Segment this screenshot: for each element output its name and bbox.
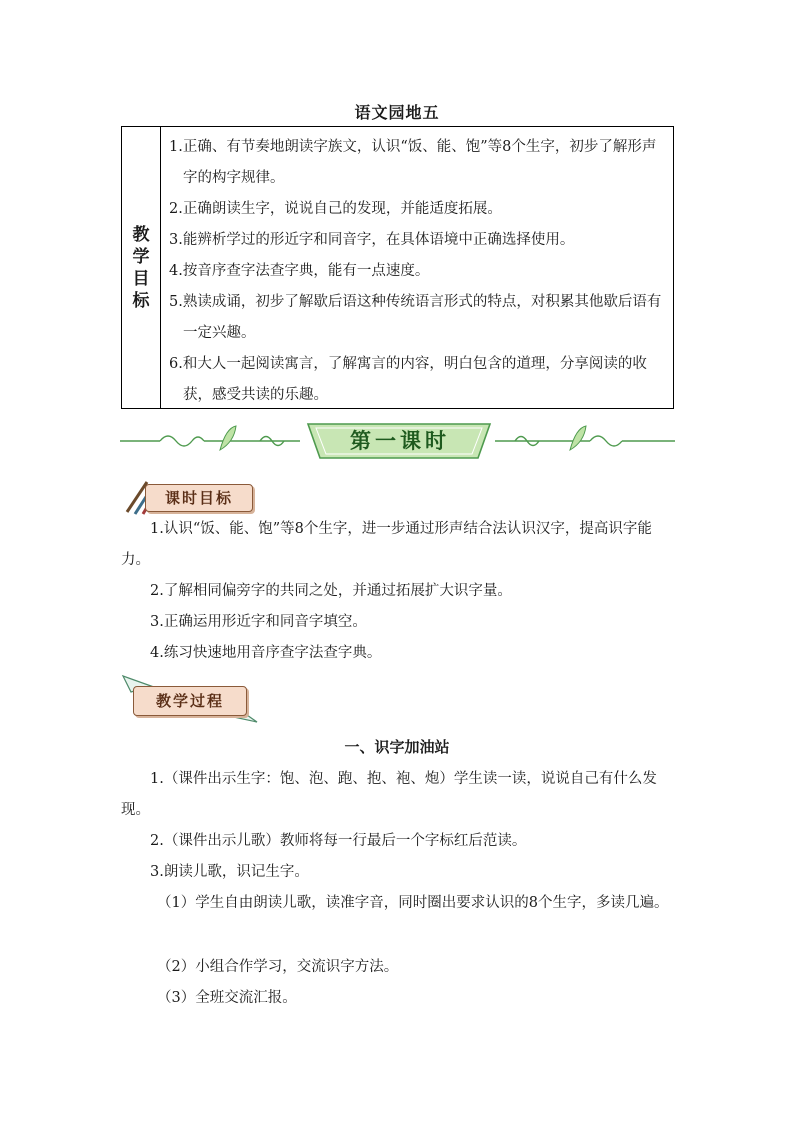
objectives-header-char: 标 (132, 290, 150, 311)
objectives-header-char: 教 (132, 224, 150, 245)
left-vine-ornament (120, 436, 300, 446)
lesson-goals-label: 课时目标 (145, 484, 253, 512)
process-item: 2.（课件出示儿歌）教师将每一行最后一个字标红后范读。 (150, 833, 527, 849)
lesson-goals-badge (121, 478, 261, 516)
teaching-objectives-table (121, 126, 674, 409)
lesson-goal-item: 1.认识“饭、能、饱”等8个生字，进一步通过形声结合法认识汉字，提高识字能力。 (121, 521, 652, 568)
objective-item: 3.能辨析学过的形近字和同音字，在具体语境中正确选择使用。 (169, 232, 575, 248)
lesson-goal-item: 3.正确运用形近字和同音字填空。 (150, 614, 367, 630)
teaching-process-label: 教学过程 (133, 686, 247, 716)
lesson-goal-item: 2.了解相同偏旁字的共同之处，并通过拓展扩大识字量。 (150, 583, 512, 599)
objective-item: 1.正确、有节奏地朗读字族文，认识“饭、能、饱”等8个生字，初步了解形声字的构字规律。 (169, 139, 657, 186)
objective-item: 6.和大人一起阅读寓言，了解寓言的内容，明白包含的道理，分享阅读的收获，感受共读的乐趣。 (169, 356, 647, 403)
process-item: 1.（课件出示生字：饱、泡、跑、抱、袍、炮）学生读一读，说说自己有什么发现。 (121, 771, 657, 818)
process-sub-item: （1）学生自由朗读儿歌，读准字音，同时圈出要求认识的8个生字，多读几遍。 (157, 895, 669, 911)
process-item: 3.朗读儿歌，识记生字。 (150, 864, 309, 880)
teaching-process-badge (121, 672, 261, 724)
lesson-period-title: 第一课时 (350, 428, 450, 453)
objective-item: 5.熟读成诵，初步了解歇后语这种传统语言形式的特点，对积累其他歇后语有一定兴趣。 (169, 294, 662, 341)
document-title: 语文园地五 (354, 103, 440, 122)
objectives-list (161, 127, 673, 408)
objectives-header-char: 目 (132, 268, 150, 289)
leaf-icon (220, 426, 236, 450)
right-vine-ornament (495, 436, 675, 446)
objectives-header-char: 学 (132, 246, 150, 267)
objective-item: 2.正确朗读生字，说说自己的发现，并能适度拓展。 (169, 201, 502, 217)
leaf-icon (570, 426, 586, 450)
process-sub-item: （3）全班交流汇报。 (157, 990, 297, 1006)
lesson-goal-item: 4.练习快速地用音序查字法查字典。 (150, 645, 382, 661)
objective-item: 4.按音序查字法查字典，能有一点速度。 (169, 263, 430, 279)
process-sub-item: （2）小组合作学习，交流识字方法。 (157, 959, 399, 975)
objectives-header (122, 127, 161, 408)
section-title: 一、识字加油站 (344, 738, 450, 756)
